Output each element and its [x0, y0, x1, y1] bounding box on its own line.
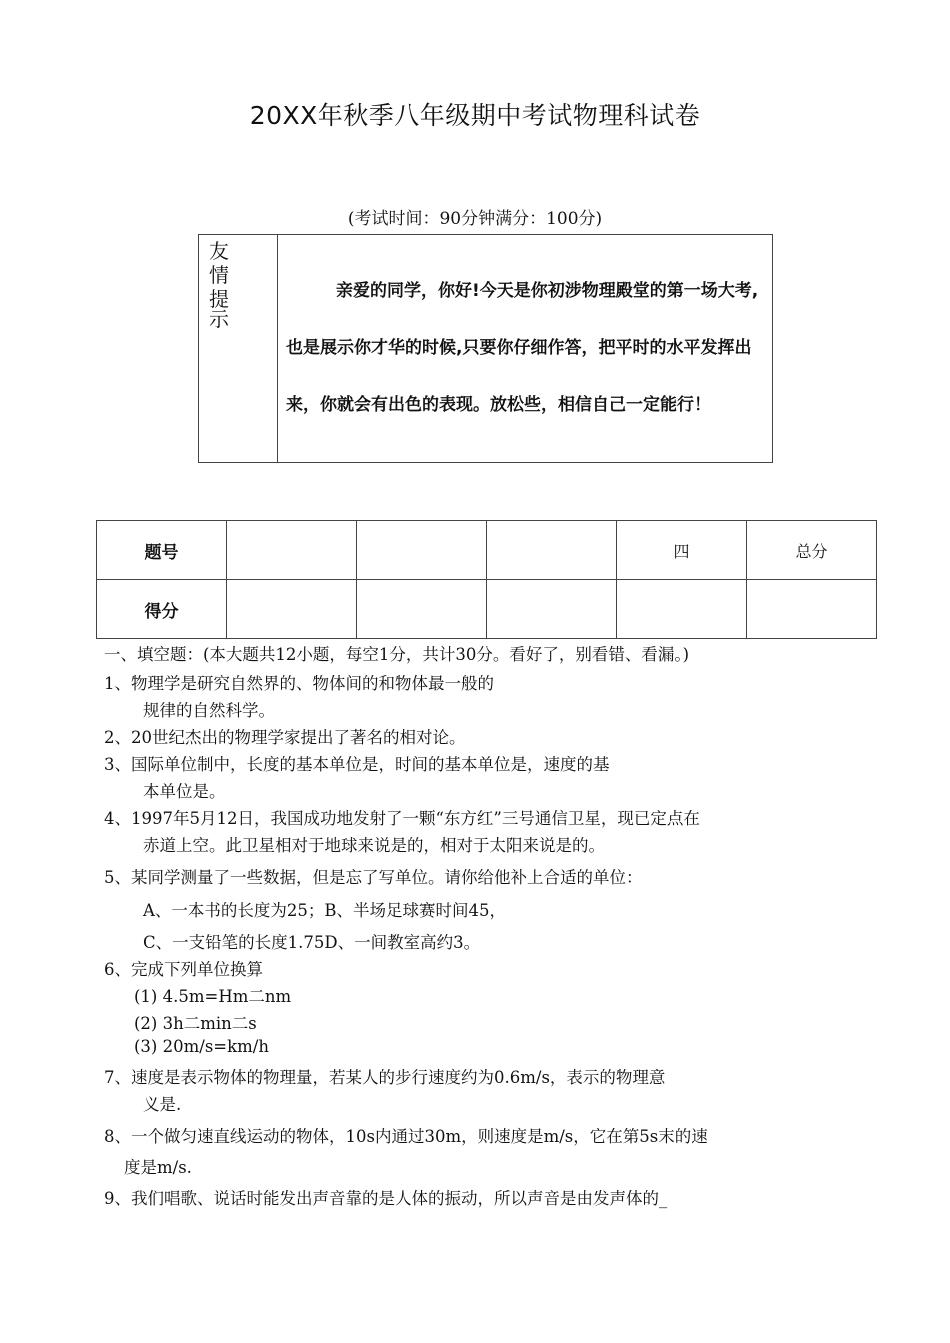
question-line: 6、完成下列单位换算 [104, 960, 263, 979]
score-cell[interactable] [227, 580, 357, 639]
question-line: 9、我们唱歌、说话时能发出声音靠的是人体的振动，所以声音是由发声体的_ [104, 1189, 668, 1208]
tip-label [199, 235, 278, 462]
score-table-row [97, 521, 877, 580]
exam-subtitle: (考试时间：90分钟满分：100分) [347, 209, 603, 229]
section-heading: 一、填空题：(本大题共12小题，每空1分，共计30分。看好了，别看错、看漏。) [104, 645, 690, 664]
tip-box [198, 234, 773, 463]
question-line: 8、一个做匀速直线运动的物体，10s内通过30m，则速度是m/s，它在第5s末的速 [104, 1127, 708, 1146]
score-cell[interactable] [747, 580, 877, 639]
tip-label-char: 友 [209, 239, 229, 263]
question-line: A、一本书的长度为25；B、半场足球赛时间45， [143, 901, 507, 920]
score-cell[interactable] [357, 521, 487, 580]
question-line: 7、速度是表示物体的物理量，若某人的步行速度约为0.6m/s，表示的物理意 [104, 1068, 666, 1087]
tip-label-char: 情 [209, 263, 229, 287]
score-cell: 题号 [97, 521, 227, 580]
question-line: 赤道上空。此卫星相对于地球来说是的，相对于太阳来说是的。 [143, 836, 605, 855]
question-line: 1、物理学是研究自然界的、物体间的和物体最一般的 [104, 674, 494, 693]
exam-title: 20XX年秋季八年级期中考试物理科试卷 [249, 101, 701, 130]
score-cell[interactable] [487, 580, 617, 639]
score-cell: 四 [617, 521, 747, 580]
tip-label-char: 提 [209, 287, 229, 311]
question-line: 度是m/s. [124, 1158, 192, 1177]
score-table-row [97, 580, 877, 639]
question-line: 4、1997年5月12日，我国成功地发射了一颗“东方红”三号通信卫星，现已定点在 [104, 809, 700, 828]
tip-label-char: 示 [209, 307, 229, 331]
question-line: 本单位是。 [143, 782, 226, 801]
score-cell: 总分 [747, 521, 877, 580]
question-line: C、一支铅笔的长度1.75D、一间教室高约3。 [143, 933, 481, 952]
score-cell[interactable] [357, 580, 487, 639]
score-cell[interactable] [617, 580, 747, 639]
question-line: 3、国际单位制中，长度的基本单位是，时间的基本单位是，速度的基 [104, 755, 610, 774]
question-line: 义是. [143, 1095, 182, 1114]
score-table [96, 520, 877, 639]
score-cell[interactable] [227, 521, 357, 580]
question-line: (3) 20m/s=km/h [134, 1037, 269, 1056]
score-cell[interactable] [487, 521, 617, 580]
question-line: 5、某同学测量了一些数据，但是忘了写单位。请你给他补上合适的单位： [104, 868, 643, 887]
score-cell: 得分 [97, 580, 227, 639]
question-line: (2) 3h二min二s [134, 1014, 257, 1033]
tip-text: 亲爱的同学，你好!今天是你初涉物理殿堂的第一场大考,也是展示你才华的时候,只要你仔细作答，把平时的水平发挥出来，你就会有出色的表现。放松些，相信自己一定能行！ [286, 281, 759, 415]
question-line: 规律的自然科学。 [143, 701, 275, 720]
question-line: 2、20世纪杰出的物理学家提出了著名的相对论。 [104, 728, 466, 747]
question-line: (1) 4.5m=Hm二nm [134, 987, 292, 1006]
